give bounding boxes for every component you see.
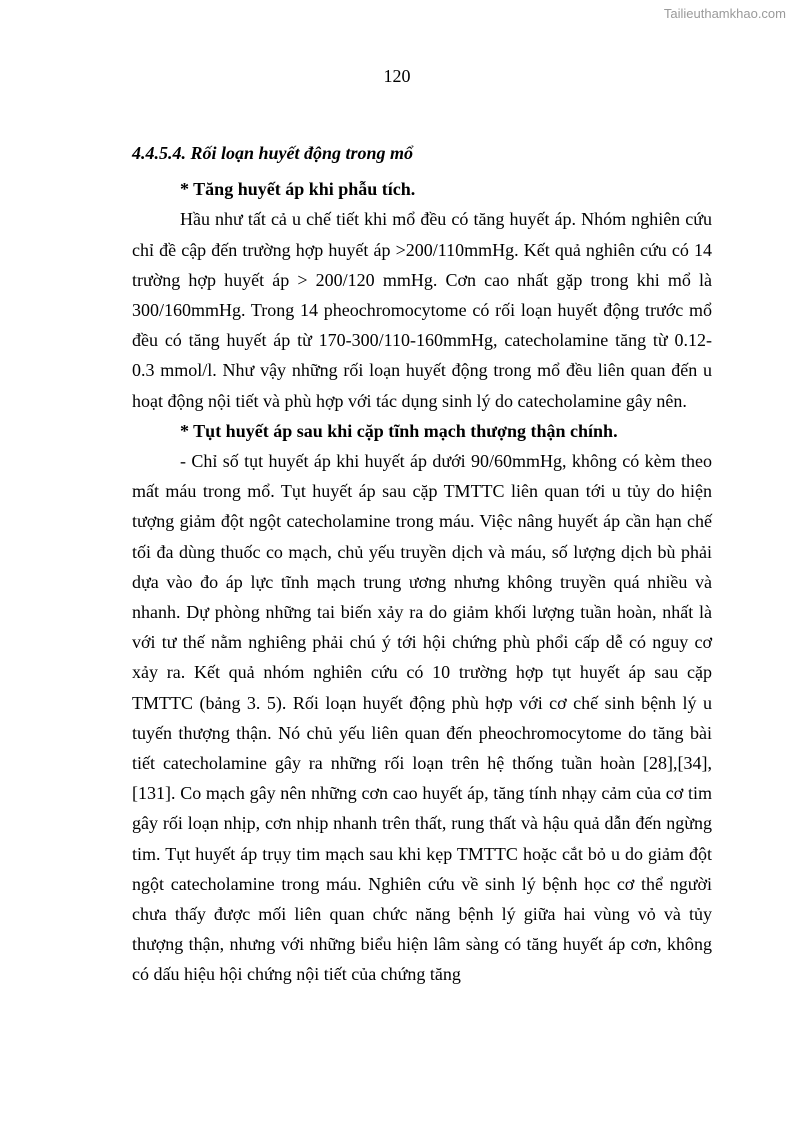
page-body — [132, 138, 712, 990]
subheading-hypertension: * Tăng huyết áp khi phẫu tích. — [180, 179, 416, 200]
watermark: Tailieuthamkhao.com — [663, 6, 786, 21]
subheading-hypotension: * Tụt huyết áp sau khi cặp tĩnh mạch thượng thận chính. — [180, 420, 618, 441]
section-heading: 4.4.5.4. Rối loạn huyết động trong mổ — [132, 143, 414, 163]
paragraph-hypotension: - Chỉ số tụt huyết áp khi huyết áp dưới 90/60mmHg, không có kèm theo mất máu trong mổ. Tụt huyết áp sau cặp TMTTC liên quan tới u tủy do hiện tượng giảm đột ngột catecholamine trong máu. Việc nâng huyết áp cần hạn chế tối đa dùng thuốc co mạch, chủ yếu truyền dịch và máu, số lượng dịch bù phải dựa vào đo áp lực tĩnh mạch trung ương nhưng không truyền quá nhiều và nhanh. Dự phòng những tai biến xảy ra do giảm khối lượng tuần hoàn, nhất là với tư thế nằm nghiêng phải chú ý tới hội chứng phù phổi cấp dễ có nguy cơ xảy ra. Kết quả nhóm nghiên cứu có 10 trường hợp tụt huyết áp sau cặp TMTTC (bảng 3. 5). Rối loạn huyết động phù hợp với cơ chế sinh bệnh lý u tuyến thượng thận. Nó chủ yếu liên quan đến pheochromocytome do tăng bài tiết catecholamine gây ra những rối loạn trên hệ thống tuần hoàn [28],[34],[131]. Co mạch gây nên những cơn cao huyết áp, tăng tính nhạy cảm của cơ tim gây rối loạn nhịp, cơn nhịp nhanh trên thất, rung thất và hậu quả dẫn đến ngừng tim. Tụt huyết áp trụy tim mạch sau khi kẹp TMTTC hoặc cắt bỏ u do giảm đột ngột catecholamine trong máu. Nghiên cứu về sinh lý bệnh học cơ thể người chưa thấy được mối liên quan chức năng bệnh lý giữa hai vùng vỏ và tủy thượng thận, nhưng với những biểu hiện lâm sàng có tăng huyết áp cơn, không có dấu hiệu hội chứng nội tiết của chứng tăng — [132, 451, 712, 985]
paragraph-hypertension: Hầu như tất cả u chế tiết khi mổ đều có tăng huyết áp. Nhóm nghiên cứu chỉ đề cập đến trường hợp huyết áp >200/110mmHg. Kết quả nghiên cứu có 14 trường hợp huyết áp > 200/120 mmHg. Cơn cao nhất gặp trong khi mổ là 300/160mmHg. Trong 14 pheochromocytome có rối loạn huyết động trước mổ đều có tăng huyết áp từ 170-300/110-160mmHg, catecholamine tăng từ 0.12- 0.3 mmol/l. Như vậy những rối loạn huyết động trong mổ đều liên quan đến u hoạt động nội tiết và phù hợp với tác dụng sinh lý do catecholamine gây nên. — [132, 209, 712, 411]
page-number: 120 — [383, 66, 411, 86]
